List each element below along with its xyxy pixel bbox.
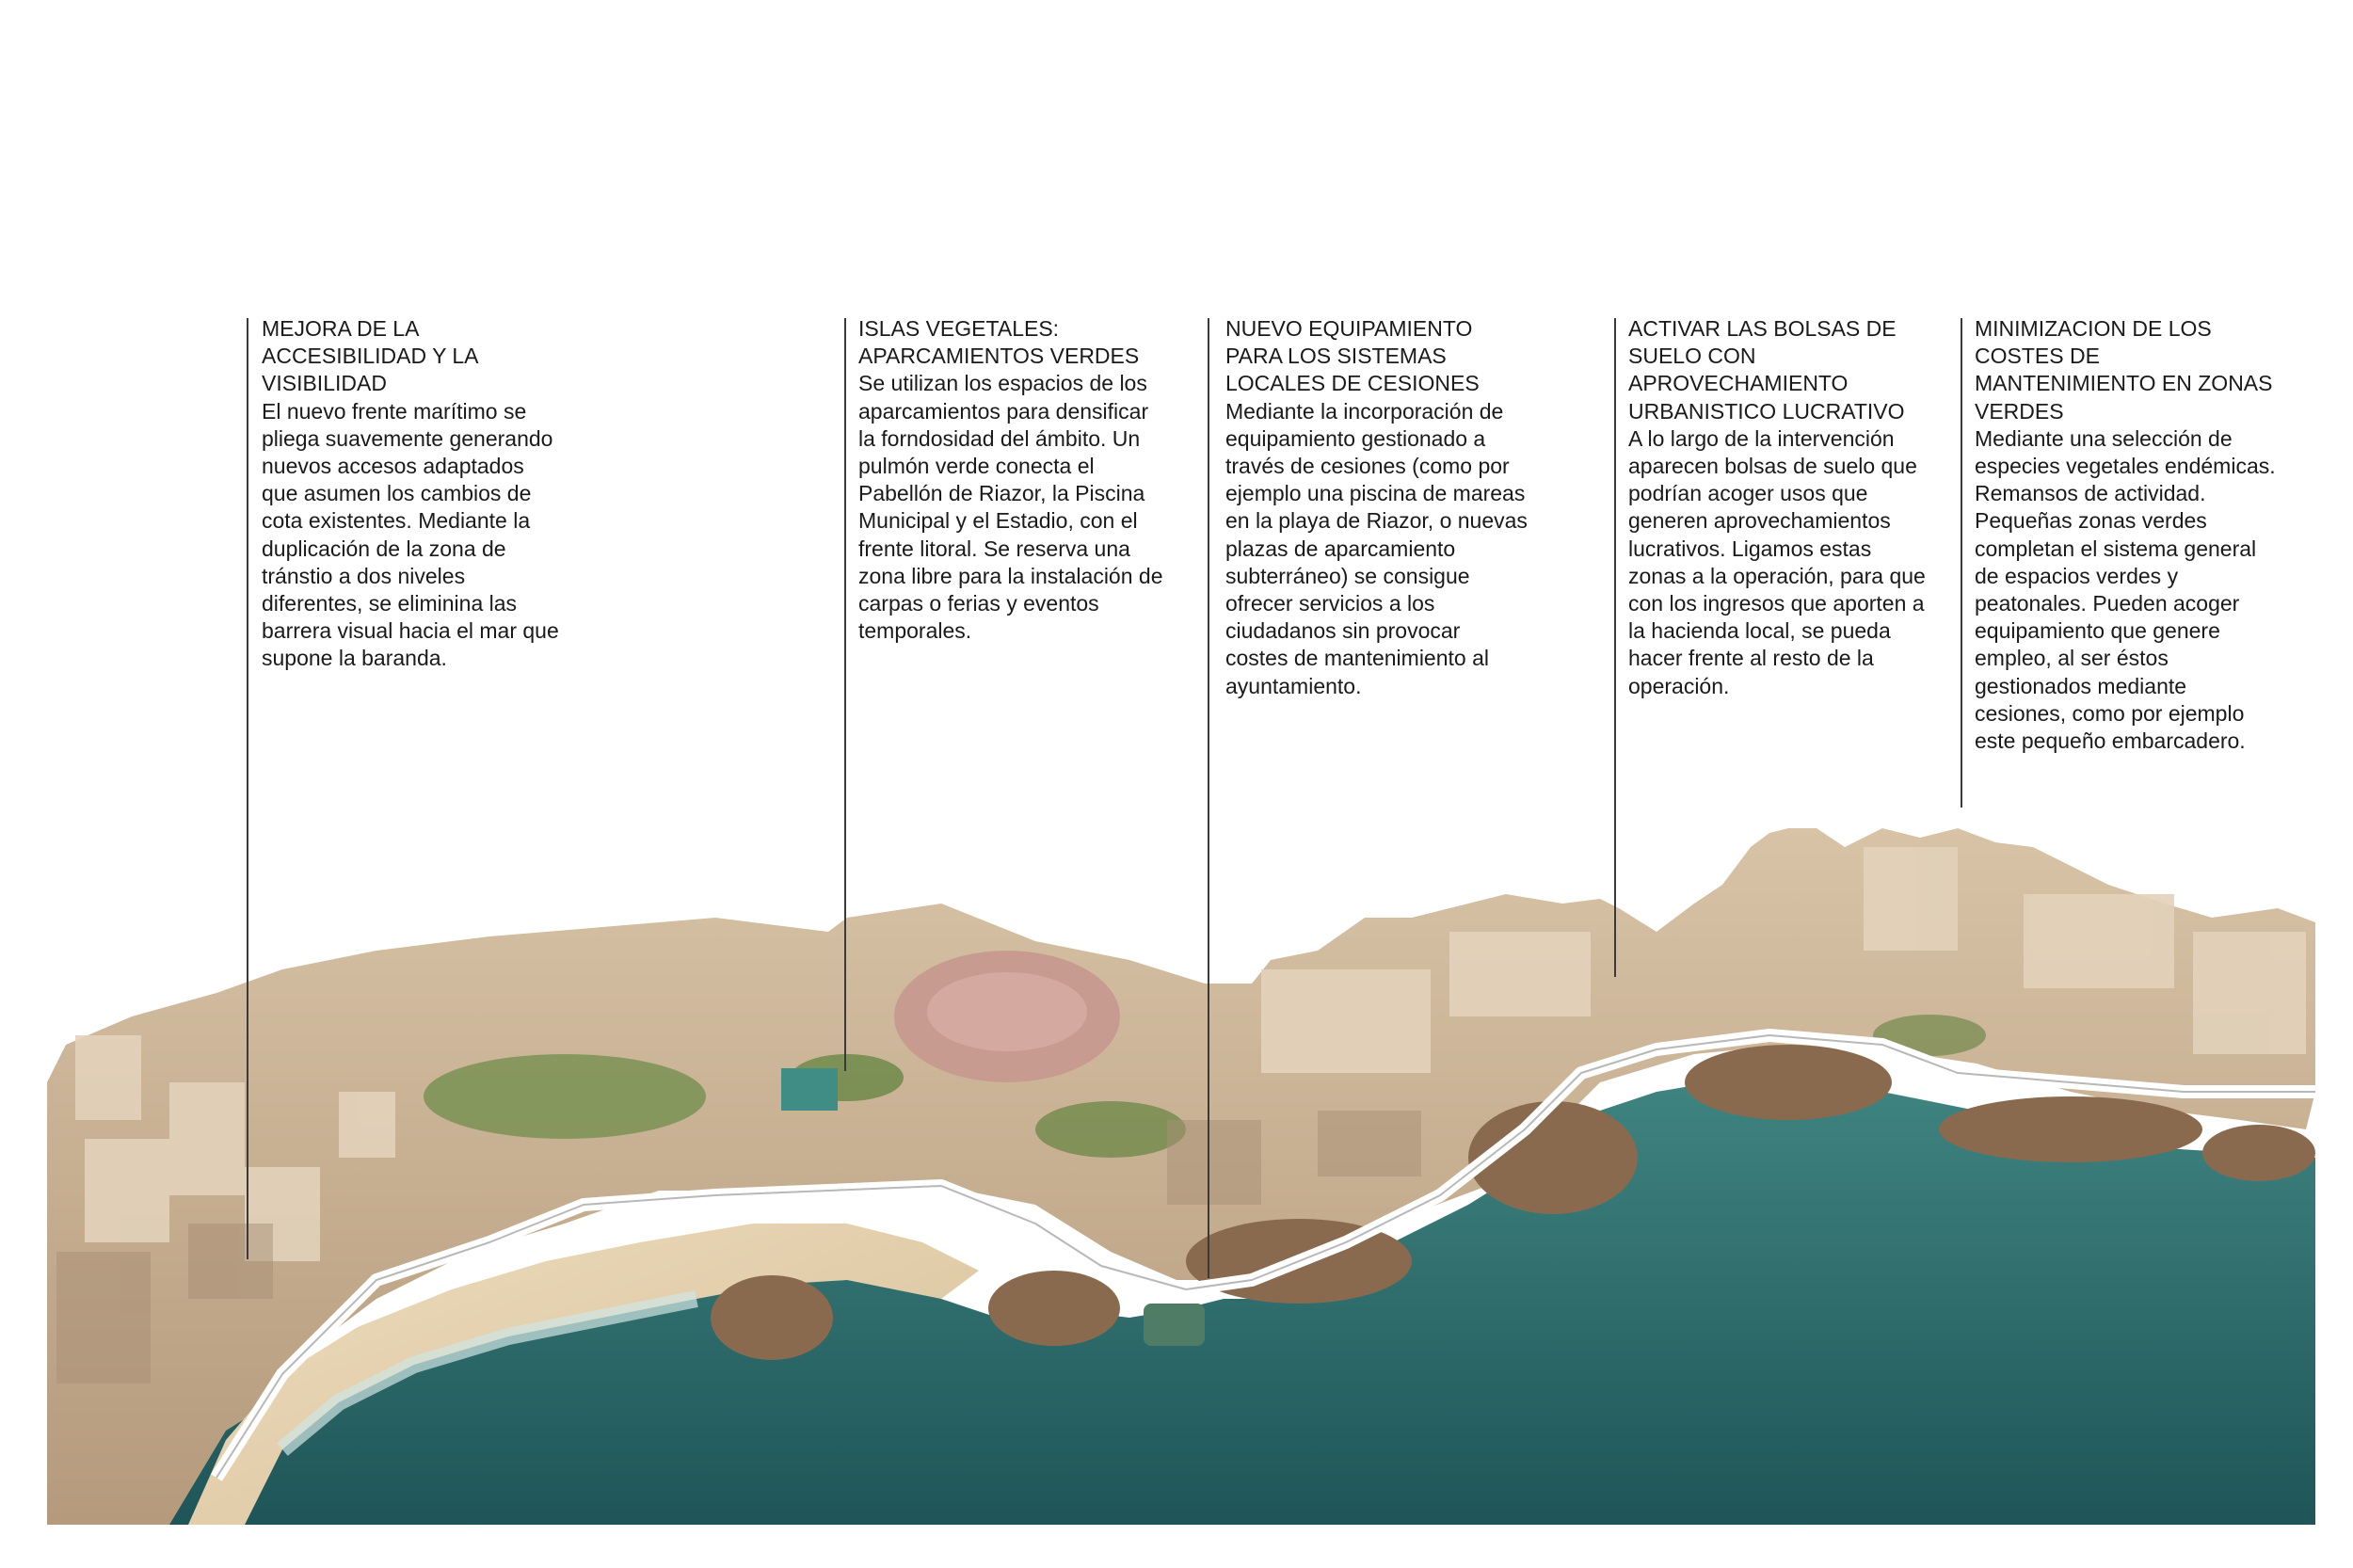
column-body: Mediante la incorporación de equipamiento gestionado a través de cesiones (como por ejemplo una piscina de mareas en la playa de Riazor, o nuevas plazas de aparcamiento subterráneo) se consigue ofrecer servicios a los ciudadanos sin provocar costes de mantenimiento al ayuntamiento. [1225,398,1528,698]
column-title: ISLAS VEGETALES: APARCAMIENTOS VERDES [858,316,1140,369]
column-body: Mediante una selección de especies vegetales endémicas. Remansos de actividad. Pequeñas zonas verdes completan el sistema general de espacios verdes y peatonales. Pueden acoger equipamiento que genere empleo, al ser éstos gestionados mediante cesiones, como por ejemplo este pequeño embarcadero. [1975,425,2276,754]
leader-line-2 [844,318,846,1071]
column-mantenimiento [1975,315,2323,755]
rock-outcrop [988,1271,1120,1346]
leader-line-1 [247,318,248,1259]
park-patch [1035,1101,1186,1158]
leader-line-4 [1614,318,1616,977]
column-body: El nuevo frente marítimo se pliega suavemente generando nuevos accesos adaptados que asumen los cambios de cota existentes. Mediante la duplicación de la zona de tránstio a dos niveles diferentes, se eliminina las barrera visual hacia el mar que supone la baranda. [262,398,559,671]
tidal-pool [1144,1304,1205,1346]
rock-outcrop [1939,1096,2202,1162]
leader-line-3 [1208,318,1209,1278]
rock-outcrop [711,1275,833,1360]
park-patch [424,1054,706,1139]
column-accesibilidad [262,315,586,673]
column-equipamiento [1225,315,1550,700]
column-islas-vegetales [858,315,1183,645]
column-bolsas-suelo [1628,315,1953,700]
column-body: A lo largo de la intervención aparecen bolsas de suelo que podrían acoger usos que generen aprovechamientos lucrativos. Ligamos estas zonas a la operación, para que con los ingresos que aporten a la hacienda local, se pueda hacer frente al resto de la operación. [1628,425,1926,698]
column-title: ACTIVAR LAS BOLSAS DE SUELO CON APROVECHAMIENTO URBANISTICO LUCRATIVO [1628,316,1905,424]
rock-outcrop [1685,1045,1892,1120]
column-title: MINIMIZACION DE LOS COSTES DE MANTENIMIENTO EN ZONAS VERDES [1975,316,2273,424]
rock-outcrop [2202,1125,2315,1181]
green-roof [781,1068,838,1111]
column-body: Se utilizan los espacios de los aparcamientos para densificar la forndosidad del ámbito. Un pulmón verde conecta el Pabellón de Riazor, la Piscina Municipal y el Estadio, con el frente litoral. Se reserva una zona libre para la instalación de carpas o ferias y eventos temporales. [858,371,1163,644]
column-title: NUEVO EQUIPAMIENTO PARA LOS SISTEMAS LOCALES DE CESIONES [1225,316,1480,396]
leader-line-5 [1961,318,1962,808]
column-title: MEJORA DE LA ACCESIBILIDAD Y LA VISIBILIDAD [262,316,479,396]
